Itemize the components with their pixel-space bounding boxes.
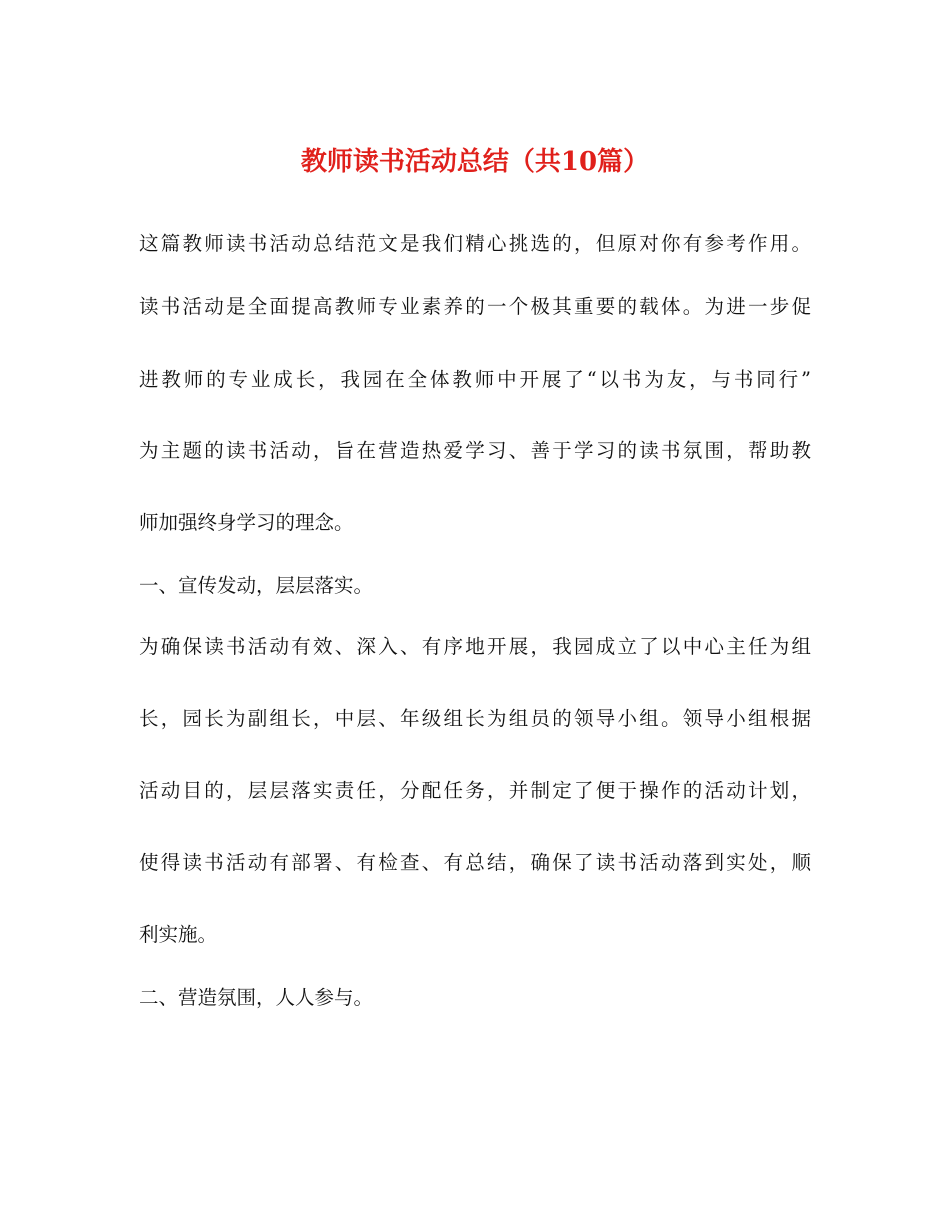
document-title: 教师读书活动总结（共10篇）	[300, 147, 650, 177]
paragraph-1-line-4: 师加强终身学习的理念。	[139, 511, 354, 534]
paragraph-1-line-1: 读书活动是全面提高教师专业素养的一个极其重要的载体。为进一步促	[139, 295, 811, 318]
paragraph-2-line-2: 长，园长为副组长，中层、年级组长为组员的领导小组。领导小组根据	[139, 707, 811, 730]
paragraph-2-line-4: 使得读书活动有部署、有检查、有总结，确保了读书活动落到实处，顺	[139, 851, 811, 874]
paragraph-2-line-1: 为确保读书活动有效、深入、有序地开展，我园成立了以中心主任为组	[139, 635, 811, 658]
paragraph-1-line-3: 为主题的读书活动，旨在营造热爱学习、善于学习的读书氛围，帮助教	[139, 439, 811, 462]
section-heading-2: 二、营造氛围，人人参与。	[139, 986, 374, 1009]
section-heading-1: 一、宣传发动，层层落实。	[139, 574, 374, 597]
paragraph-2-line-3: 活动目的，层层落实责任，分配任务，并制定了便于操作的活动计划，	[139, 779, 811, 802]
paragraph-2-line-5: 利实施。	[139, 923, 218, 946]
paragraph-1-line-2: 进教师的专业成长，我园在全体教师中开展了“以书为友，与书同行”	[139, 368, 811, 391]
intro-line: 这篇教师读书活动总结范文是我们精心挑选的，但原对你有参考作用。	[139, 232, 811, 255]
